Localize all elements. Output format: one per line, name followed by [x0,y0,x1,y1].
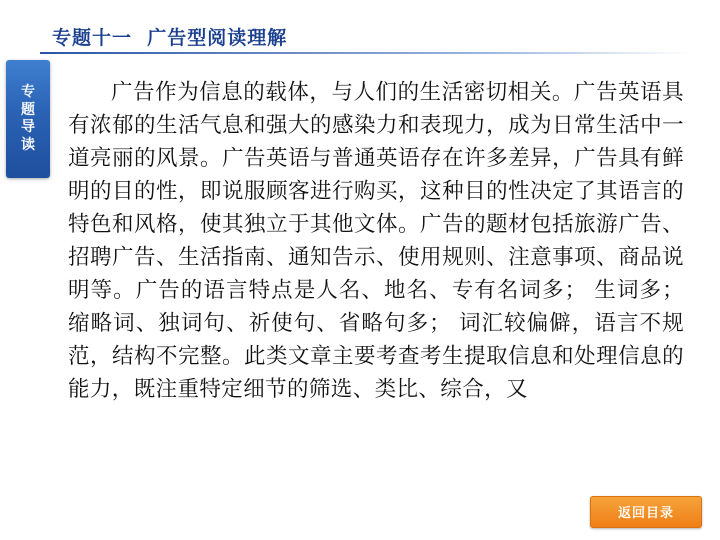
section-tab-char-1: 专 [21,84,35,100]
title-divider [40,52,690,54]
body-paragraph: 广告作为信息的载体，与人们的生活密切相关。广告英语具有浓郁的生活气息和强大的感染力和表现力，成为日常生活中一道亮丽的风景。广告英语与普通英语存在许多差异，广告具有鲜明的目的性，即说服顾客进行购买，这种目的性决定了其语言的特色和风格，使其独立于其他文体。广告的题材包括旅游广告、招聘广告、生活指南、通知告示、使用规则、注意事项、商品说明等。广告的语言特点是人名、地名、专有名词多； 生词多； 缩略词、独词句、祈使句、省略句多； 词汇较偏僻，语言不规范，结构不完整。此类文章主要考查考生提取信息和处理信息的能力，既注重特定细节的筛选、类比、综合，又 [68,80,684,402]
section-tab-char-4: 读 [21,136,35,153]
section-tab-guide[interactable] [6,60,50,178]
page-title: 专题十一 广告型阅读理解 [52,27,288,49]
section-tab-char-2: 题 [21,101,35,118]
section-tab-char-3: 导 [21,119,35,135]
section-tab-column-1 [21,84,35,154]
back-to-contents-button[interactable]: 返回目录 [590,496,702,528]
